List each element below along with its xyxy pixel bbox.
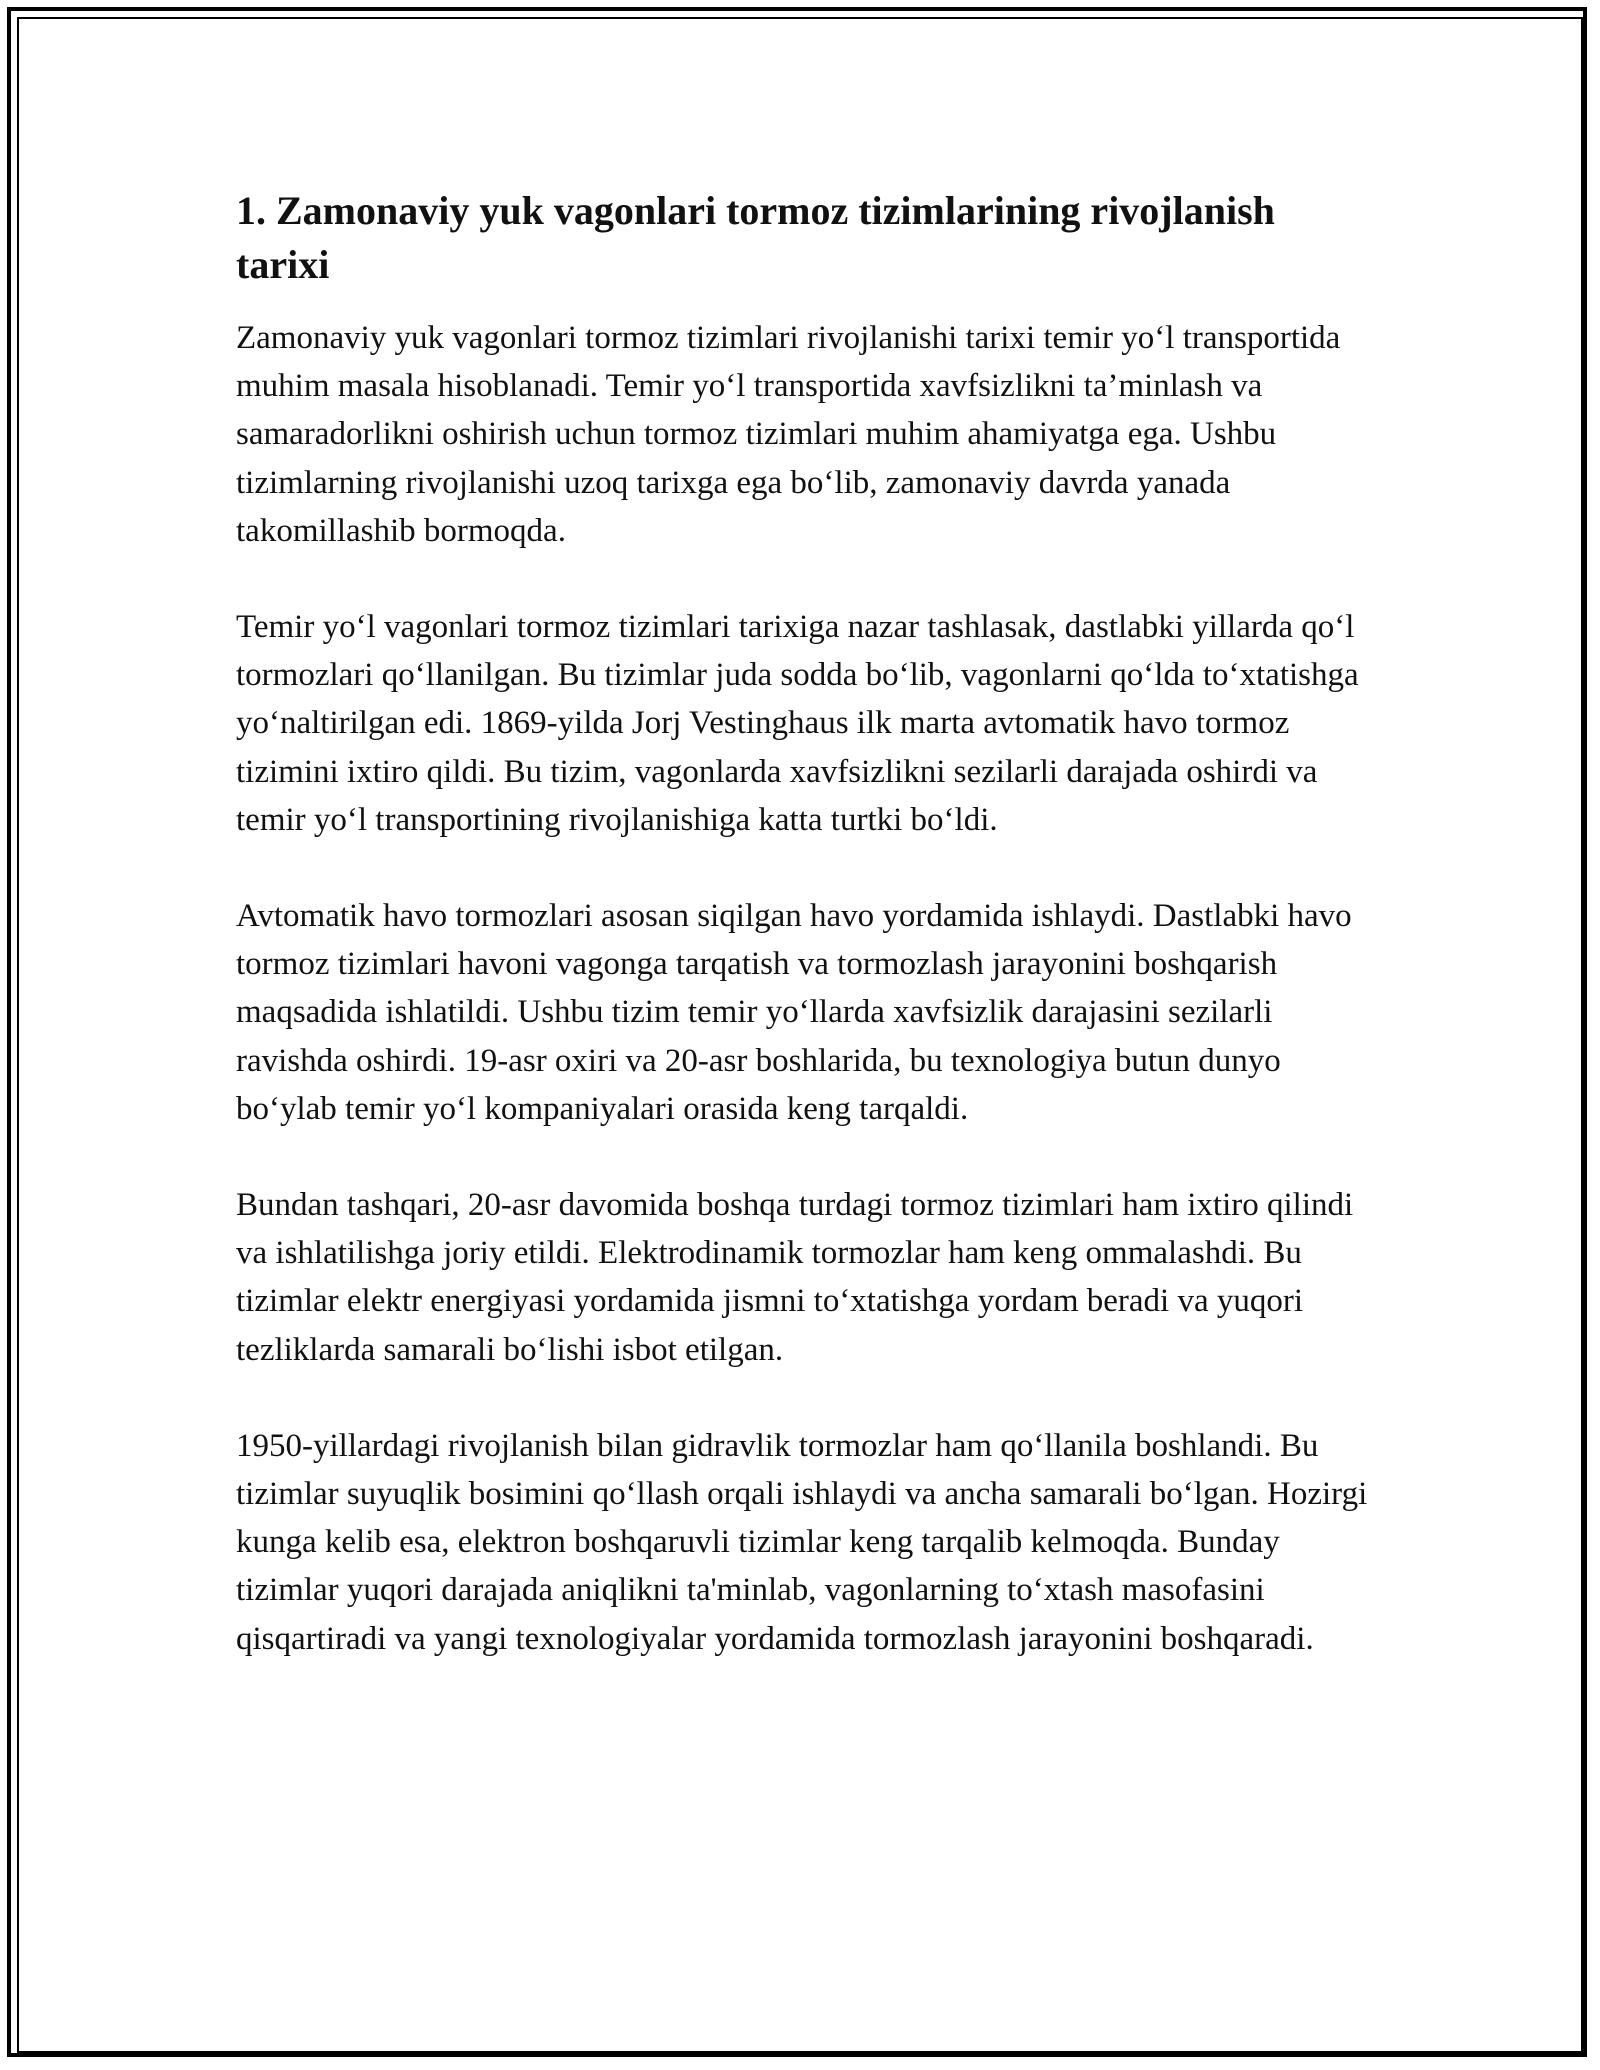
paragraph-4: Bundan tashqari, 20-asr davomida boshqa turdagi tormoz tizimlari ham ixtiro qilindi va ishlatilishga joriy etildi. Elektrodinamik tormozlar ham keng ommalashdi. Bu tizimlar elektr energiyasi yordamida jismni to‘xtatishga yordam beradi va yuqori tezliklarda samarali bo‘lishi isbot etilgan. [236, 1187, 1354, 1368]
paragraph-2: Temir yo‘l vagonlari tormoz tizimlari tarixiga nazar tashlasak, dastlabki yillarda qo‘l tormozlari qo‘llanilgan. Bu tizimlar juda sodda bo‘lib, vagonlarni qo‘lda to‘xtatishga yo‘naltirilgan edi. 1869-yilda Jorj Vestinghaus ilk marta avtomatik havo tormoz tizimini ixtiro qildi. Bu tizim, vagonlarda xavfsizlikni sezilarli darajada oshirdi va temir yo‘l transportining rivojlanishiga katta turtki bo‘ldi. [236, 609, 1359, 838]
paragraph-5: 1950-yillardagi rivojlanish bilan gidravlik tormozlar ham qo‘llanila boshlandi. Bu tizimlar suyuqlik bosimini qo‘llash orqali ishlaydi va ancha samarali bo‘lgan. Hozirgi kunga kelib esa, elektron boshqaruvli tizimlar keng tarqalib kelmoqda. Bunday tizimlar yuqori darajada aniqlikni ta'minlab, vagonlarning to‘xtash masofasini qisqartiradi va yangi texnologiyalar yordamida tormozlash jarayonini boshqaradi. [236, 1427, 1368, 1657]
section-heading: 1. Zamonaviy yuk vagonlari tormoz tizimlarining rivojlanish tarixi [236, 188, 1275, 287]
paragraph-1: Zamonaviy yuk vagonlari tormoz tizimlari rivojlanishi tarixi temir yo‘l transportida muhim masala hisoblanadi. Temir yo‘l transportida xavfsizlikni ta’minlash va samaradorlikni oshirish uchun tormoz tizimlari muhim ahamiyatga ega. Ushbu tizimlarning rivojlanishi uzoq tarixga ega bo‘lib, zamonaviy davrda yanada takomillashib bormoqda. [236, 320, 1341, 549]
paragraph-3: Avtomatik havo tormozlari asosan siqilgan havo yordamida ishlaydi. Dastlabki havo tormoz tizimlari havoni vagonga tarqatish va tormozlash jarayonini boshqarish maqsadida ishlatildi. Ushbu tizim temir yo‘llarda xavfsizlik darajasini sezilarli ravishda oshirdi. 19-asr oxiri va 20-asr boshlarida, bu texnologiya butun dunyo bo‘ylab temir yo‘l kompaniyalari orasida keng tarqaldi. [236, 898, 1352, 1127]
document-body [236, 184, 1376, 1711]
